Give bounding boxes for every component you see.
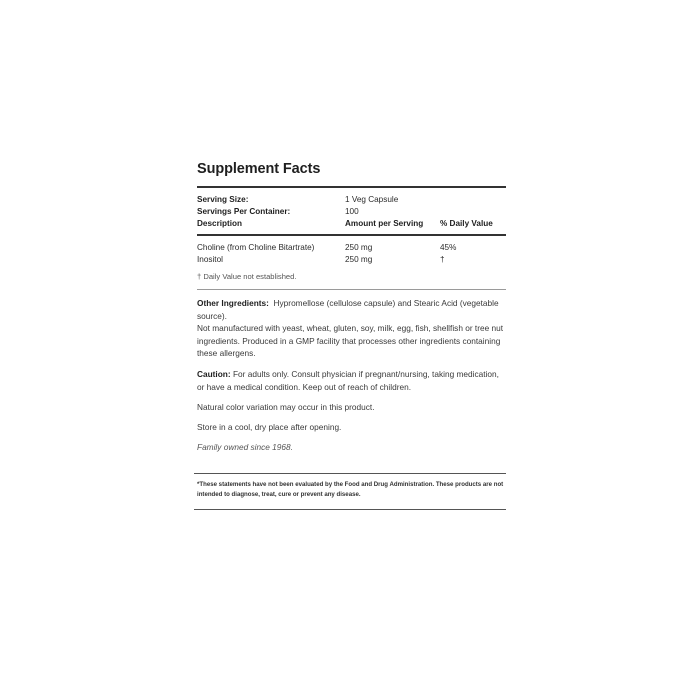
nutrient-dv: 45% <box>440 243 457 252</box>
fda-disclaimer: *These statements have not been evaluated by the Food and Drug Administration. These products are not intended to diagnose, treat, cure or prevent any disease. <box>197 481 504 499</box>
nutrient-amount: 250 mg <box>345 243 373 252</box>
nutrient-amount: 250 mg <box>345 255 373 264</box>
disclaimer-bottom-rule <box>194 509 506 510</box>
page-title: Supplement Facts <box>197 161 321 177</box>
daily-value-note: † Daily Value not established. <box>197 272 297 281</box>
storage-text: Store in a cool, dry place after opening. <box>197 422 342 432</box>
caution-label: Caution: <box>197 369 231 379</box>
header-rule <box>197 234 506 236</box>
allergen-statement: Not manufactured with yeast, wheat, gluten, soy, milk, egg, fish, shellfish or tree nut ingredients. Produced in a GMP facility that processes other ingredients containing these allergens. <box>197 323 504 359</box>
section-rule <box>197 289 506 290</box>
header-daily-value: % Daily Value <box>440 219 493 228</box>
family-owned-note <box>197 441 507 454</box>
other-ingredients-text: Hypromellose (cellulose capsule) and Stearic Acid (vegetable source). <box>197 298 499 321</box>
disclaimer-top-rule <box>194 473 506 474</box>
top-rule <box>197 186 506 188</box>
servings-per-container-label: Servings Per Container: <box>197 207 291 216</box>
family-owned-text: Family owned since 1968. <box>197 442 293 452</box>
caution-text: For adults only. Consult physician if pregnant/nursing, taking medication, or have a medical condition. Keep out of reach of children. <box>197 369 499 392</box>
nutrient-name: Choline (from Choline Bitartrate) <box>197 243 315 252</box>
nutrient-dv: † <box>440 255 445 264</box>
caution-statement <box>197 368 507 393</box>
color-variation-text: Natural color variation may occur in this product. <box>197 402 375 412</box>
other-ingredients-label: Other Ingredients: <box>197 298 269 308</box>
servings-per-container-value: 100 <box>345 207 359 216</box>
serving-size-label: Serving Size: <box>197 195 249 204</box>
storage-note <box>197 421 507 434</box>
color-variation-note <box>197 401 507 414</box>
header-description: Description <box>197 219 243 228</box>
serving-size-value: 1 Veg Capsule <box>345 195 399 204</box>
nutrient-name: Inositol <box>197 255 223 264</box>
header-amount: Amount per Serving <box>345 219 424 228</box>
other-ingredients <box>197 297 507 360</box>
